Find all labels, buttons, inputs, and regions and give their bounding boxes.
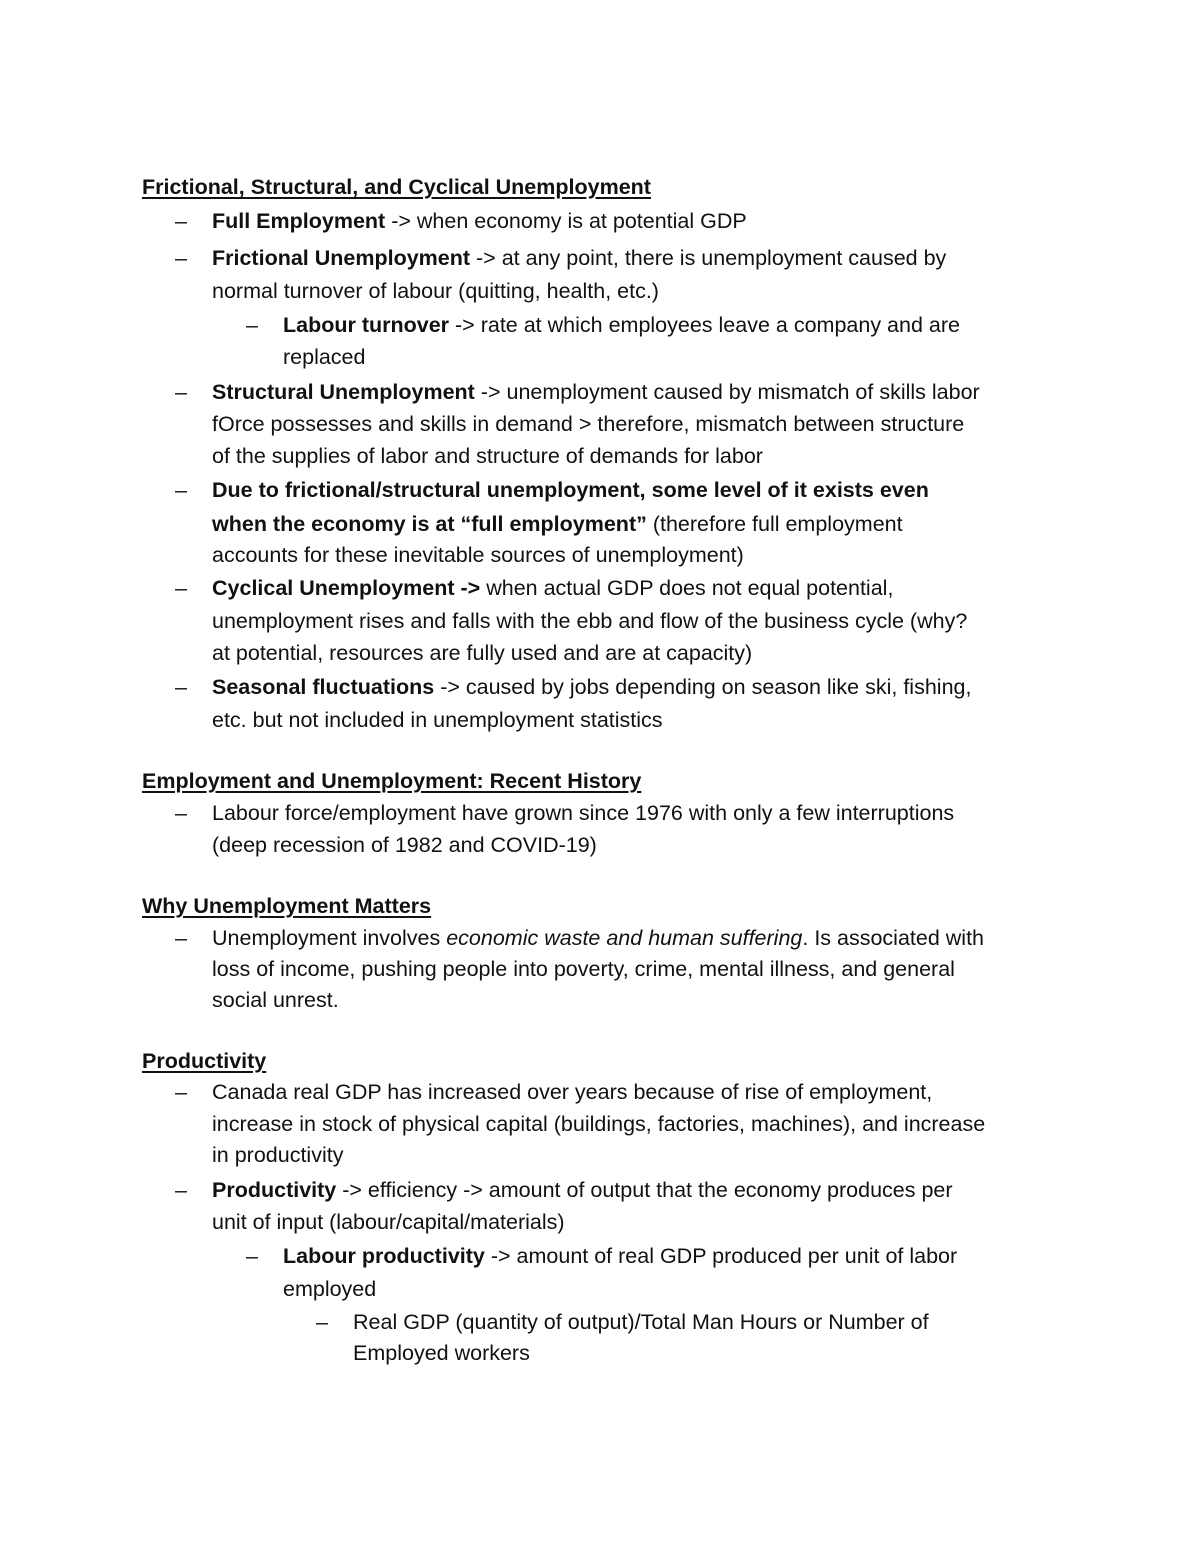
definition-text: etc. but not included in unemployment statistics [212, 708, 663, 732]
term-labour-turnover: Labour turnover [283, 313, 450, 337]
definition-text: unemployment rises and falls with the ebb and flow of the business cycle (why? [212, 609, 968, 633]
definition-text: when actual GDP does not equal potential, [480, 576, 894, 600]
formula-text: Employed workers [353, 1341, 530, 1365]
body-text: increase in stock of physical capital (buildings, factories, machines), and increase [212, 1112, 986, 1136]
definition-text: (therefore full employment [646, 512, 903, 536]
bullet-dash: – [175, 675, 187, 699]
body-text: (deep recession of 1982 and COVID-19) [212, 833, 597, 857]
bullet-dash: – [175, 801, 187, 825]
body-text: in productivity [212, 1143, 344, 1167]
term-seasonal-fluctuations: Seasonal fluctuations [212, 675, 435, 699]
term-labour-productivity: Labour productivity [283, 1244, 485, 1268]
body-text: Canada real GDP has increased over years because of rise of employment, [212, 1080, 933, 1104]
bullet-dash: – [175, 380, 187, 404]
section-heading-productivity: Productivity [142, 1049, 267, 1073]
definition-text: employed [283, 1277, 377, 1301]
italic-emphasis: economic waste and human suffering [446, 926, 803, 950]
definition-text: unit of input (labour/capital/materials) [212, 1210, 565, 1234]
section-heading-recent-history: Employment and Unemployment: Recent History [142, 769, 642, 793]
bullet-dash: – [175, 478, 187, 502]
definition-text: accounts for these inevitable sources of unemployment) [212, 543, 744, 567]
term-frictional-unemployment: Frictional Unemployment [212, 246, 471, 270]
section-heading-unemployment-types: Frictional, Structural, and Cyclical Unemployment [142, 175, 651, 199]
bullet-dash: – [175, 1178, 187, 1202]
definition-text: -> unemployment caused by mismatch of skills labor [474, 380, 980, 404]
bold-statement: when the economy is at “full employment” [212, 512, 647, 536]
bullet-dash: – [175, 926, 187, 950]
definition-text: -> rate at which employees leave a company and are [449, 313, 960, 337]
definition-text: replaced [283, 345, 366, 369]
formula-text: Real GDP (quantity of output)/Total Man Hours or Number of [353, 1310, 929, 1334]
term-productivity: Productivity [212, 1178, 337, 1202]
body-text: social unrest. [212, 988, 339, 1012]
body-text: . Is associated with [802, 926, 985, 950]
bullet-dash: – [175, 576, 187, 600]
bullet-dash: – [175, 209, 187, 233]
bullet-dash: – [316, 1310, 328, 1334]
bullet-dash: – [175, 246, 187, 270]
bullet-dash: – [246, 1244, 258, 1268]
definition-text: normal turnover of labour (quitting, health, etc.) [212, 279, 659, 303]
definition-text: of the supplies of labor and structure of demands for labor [212, 444, 763, 468]
section-heading-why-unemployment-matters: Why Unemployment Matters [142, 894, 432, 918]
definition-text: -> caused by jobs depending on season like ski, fishing, [434, 675, 972, 699]
definition-text: at potential, resources are fully used and are at capacity) [212, 641, 753, 665]
term-full-employment: Full Employment [212, 209, 386, 233]
definition-text: -> amount of real GDP produced per unit of labor [484, 1244, 958, 1268]
definition-text: -> when economy is at potential GDP [385, 209, 747, 233]
term-structural-unemployment: Structural Unemployment [212, 380, 475, 404]
body-text: Labour force/employment have grown since 1976 with only a few interruptions [212, 801, 955, 825]
body-text: loss of income, pushing people into poverty, crime, mental illness, and general [212, 957, 955, 981]
definition-text: fOrce possesses and skills in demand > therefore, mismatch between structure [212, 412, 965, 436]
term-cyclical-unemployment: Cyclical Unemployment -> [212, 576, 481, 600]
definition-text: -> at any point, there is unemployment caused by [470, 246, 947, 270]
body-text: Unemployment involves [212, 926, 447, 950]
bold-statement: Due to frictional/structural unemployment, some level of it exists even [212, 478, 929, 502]
bullet-dash: – [175, 1080, 187, 1104]
definition-text: -> efficiency -> amount of output that the economy produces per [336, 1178, 953, 1202]
bullet-dash: – [246, 313, 258, 337]
